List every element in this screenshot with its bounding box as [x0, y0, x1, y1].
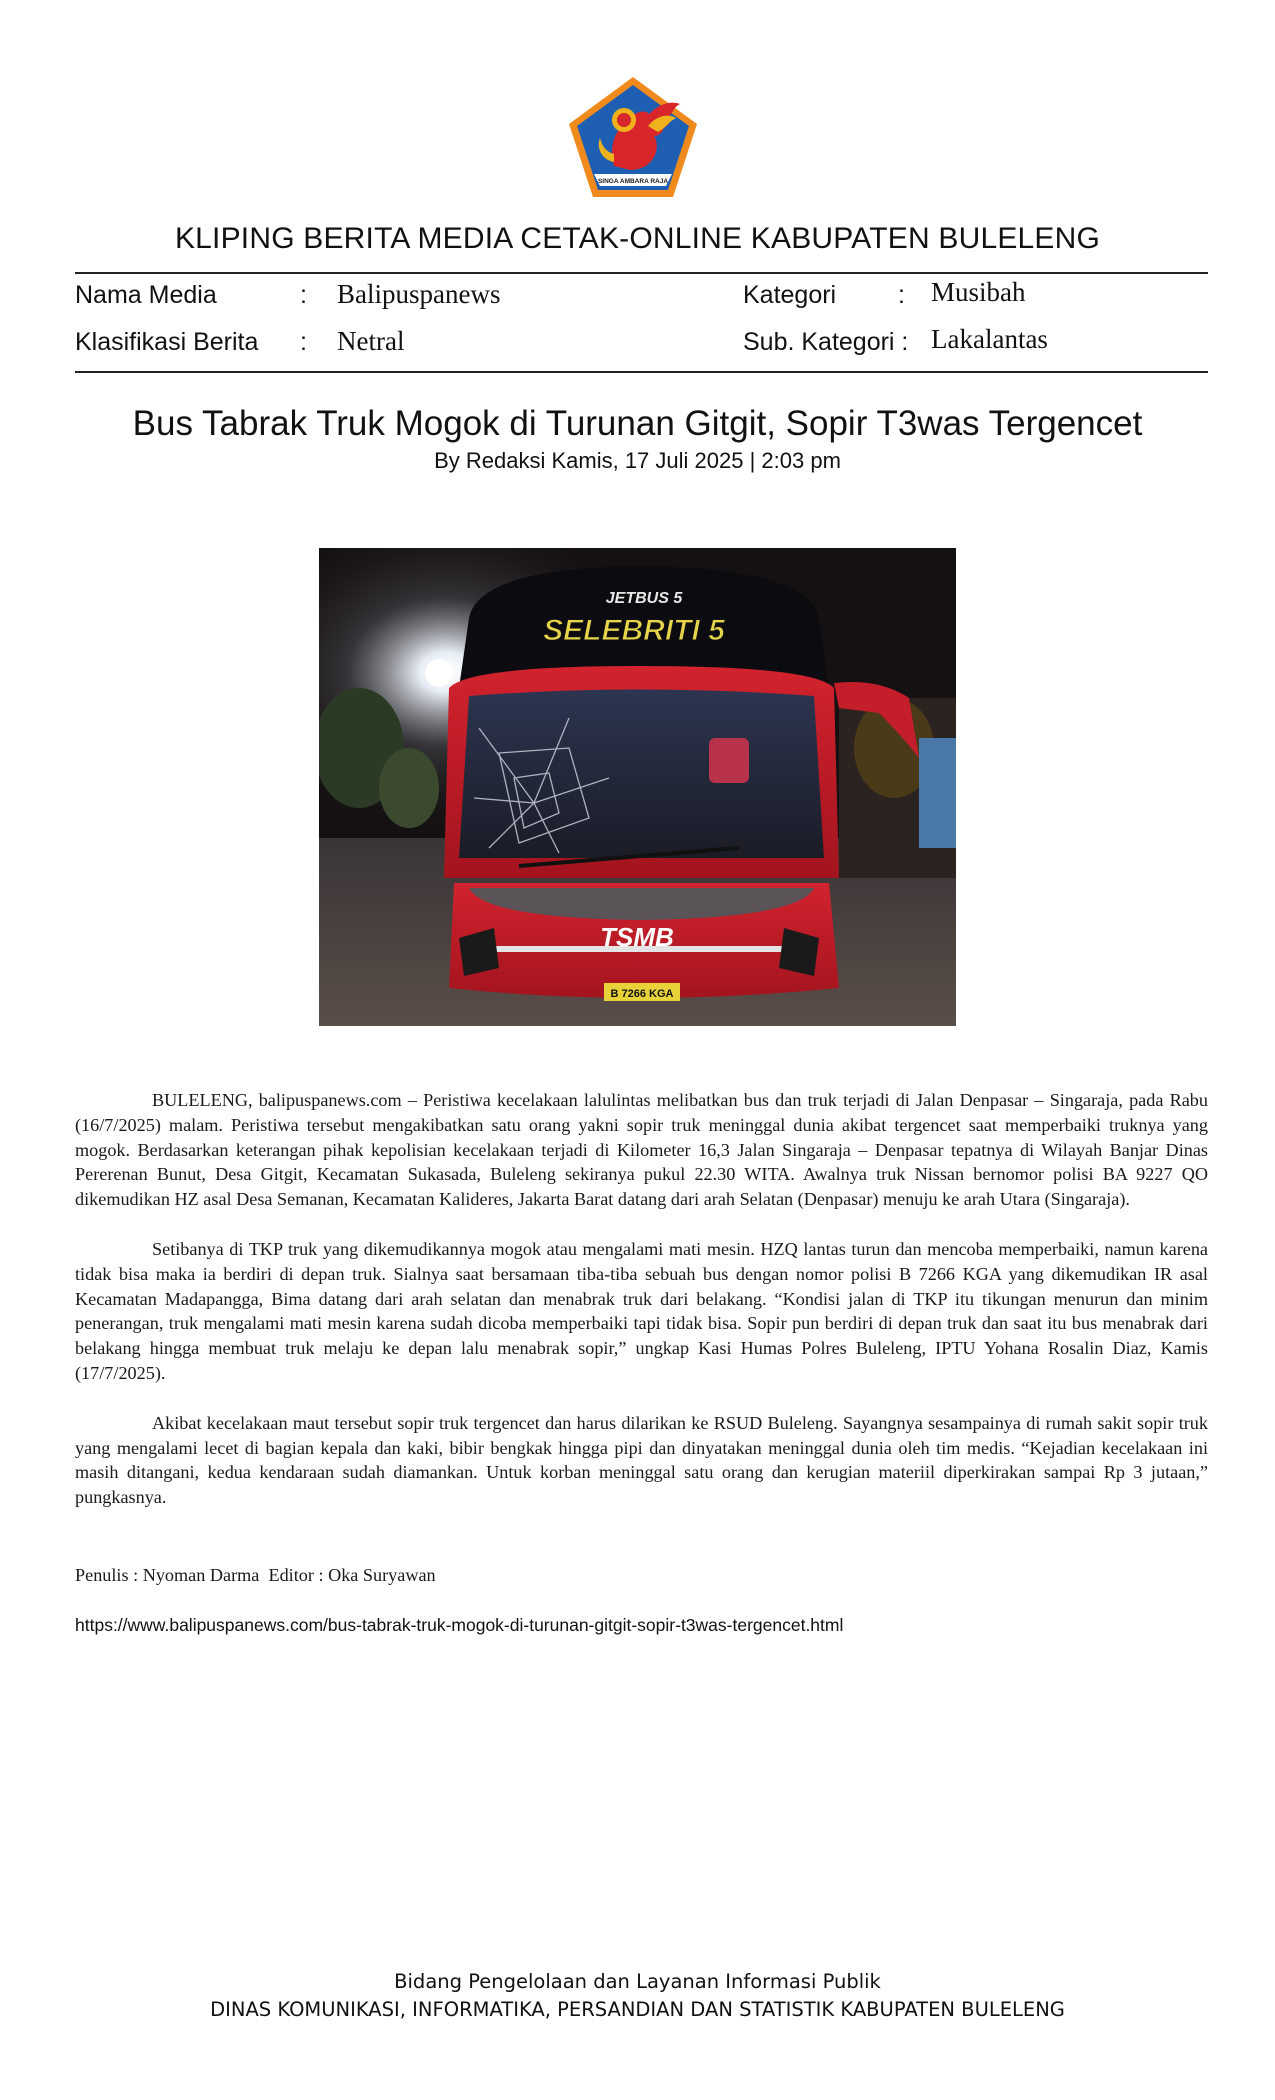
nama-media-value: Balipuspanews: [337, 279, 501, 309]
article-paragraph: Akibat kecelakaan maut tersebut sopir truk tergencet dan harus dilarikan ke RSUD Buleleng. Sayangnya sesampainya di rumah sakit sopir truk yang mengalami lecet di bagian kepala dan kaki, bibir bengkak hingga pipi dan dinyatakan meninggal dunia oleh tim medis. “Kejadian kecelakaan ini masih ditangani, kedua kendaraan sudah diamankan. Untuk korban meninggal satu orang dan kerugian materiil diperkirakan sampai Rp 3 jutaan,” pungkasnya.: [75, 1412, 1208, 1508]
divider-top: [75, 272, 1208, 274]
nama-media-separator: :: [300, 281, 307, 309]
kategori-label: Kategori: [743, 281, 837, 309]
klasifikasi-separator: :: [300, 328, 307, 356]
kategori-separator: :: [898, 281, 905, 309]
article-byline: By Redaksi Kamis, 17 Juli 2025 | 2:03 pm: [434, 448, 841, 473]
singa-ambara-raja-crest-icon: [566, 74, 700, 200]
crest-motto: SINGA AMBARA RAJA: [597, 178, 669, 185]
page-title: KLIPING BERITA MEDIA CETAK-ONLINE KABUPATEN BULELENG: [174, 222, 1101, 255]
kategori-value: Musibah: [931, 277, 1026, 307]
klasifikasi-value: Netral: [337, 326, 405, 356]
source-link[interactable]: https://www.balipuspanews.com/bus-tabrak-truk-mogok-di-turunan-gitgit-sopir-t3was-tergencet.html: [75, 1615, 844, 1635]
article-headline: Bus Tabrak Truk Mogok di Turunan Gitgit, Sopir T3was Tergencet: [132, 404, 1143, 443]
article-photo: [319, 548, 956, 1026]
klasifikasi-label: Klasifikasi Berita: [75, 328, 259, 356]
bus-sign-top: JETBUS 5: [605, 590, 683, 607]
footer-agency: DINAS KOMUNIKASI, INFORMATIKA, PERSANDIAN DAN STATISTIK KABUPATEN BULELENG: [210, 1998, 1065, 2021]
bus-plate: B 7266 KGA: [610, 988, 674, 1000]
bus-emblem: TSMB: [600, 922, 674, 952]
sub-kategori-value: Lakalantas: [931, 324, 1048, 354]
footer-department: Bidang Pengelolaan dan Layanan Informasi Publik: [394, 1970, 881, 1993]
sub-kategori-label: Sub. Kategori :: [743, 328, 909, 356]
photo-red-bus-icon: [319, 548, 956, 1026]
divider-bottom: [75, 371, 1208, 373]
article-body: [75, 1088, 1208, 1535]
article-credits: Penulis : Nyoman Darma Editor : Oka Suryawan: [75, 1565, 436, 1585]
bus-sign-main: SELEBRITI 5: [543, 614, 725, 647]
article-paragraph: BULELENG, balipuspanews.com – Peristiwa kecelakaan lalulintas melibatkan bus dan truk terjadi di Jalan Denpasar – Singaraja, pada Rabu (16/7/2025) malam. Peristiwa tersebut mengakibatkan satu orang yakni sopir truk meninggal dunia akibat tergencet saat memperbaiki truknya yang mogok. Berdasarkan keterangan pihak kepolisian kecelakaan terjadi di Kilometer 16,3 Jalan Singaraja – Denpasar tepatnya di Wilayah Banjar Dinas Pererenan Bunut, Desa Gitgit, Kecamatan Sukasada, Buleleng sekiranya pukul 22.30 WITA. Awalnya truk Nissan bernomor polisi BA 9227 QO dikemudikan HZ asal Desa Semanan, Kecamatan Kalideres, Jakarta Barat datang dari arah Selatan (Denpasar) menuju ke arah Utara (Singaraja).: [75, 1090, 1208, 1210]
nama-media-label: Nama Media: [75, 281, 217, 309]
article-paragraph: Setibanya di TKP truk yang dikemudikannya mogok atau mengalami mati mesin. HZQ lantas turun dan mencoba memperbaiki, namun karena tidak bisa maka ia berdiri di depan truk. Sialnya saat bersamaan tiba-tiba sebuah bus dengan nomor polisi B 7266 KGA yang dikemudikan IR asal Kecamatan Madapangga, Bima datang dari arah selatan dan menabrak truk dari belakang. “Kondisi jalan di TKP itu tikungan menurun dan minim penerangan, truk mengalami mati mesin karena sudah dicoba memperbaiki tapi tidak bisa. Sopir pun berdiri di depan truk dan saat itu bus menabrak dari belakang hingga membuat truk melaju ke depan lalu menabrak sopir,” ungkap Kasi Humas Polres Buleleng, IPTU Yohana Rosalin Diaz, Kamis (17/7/2025).: [75, 1238, 1208, 1383]
